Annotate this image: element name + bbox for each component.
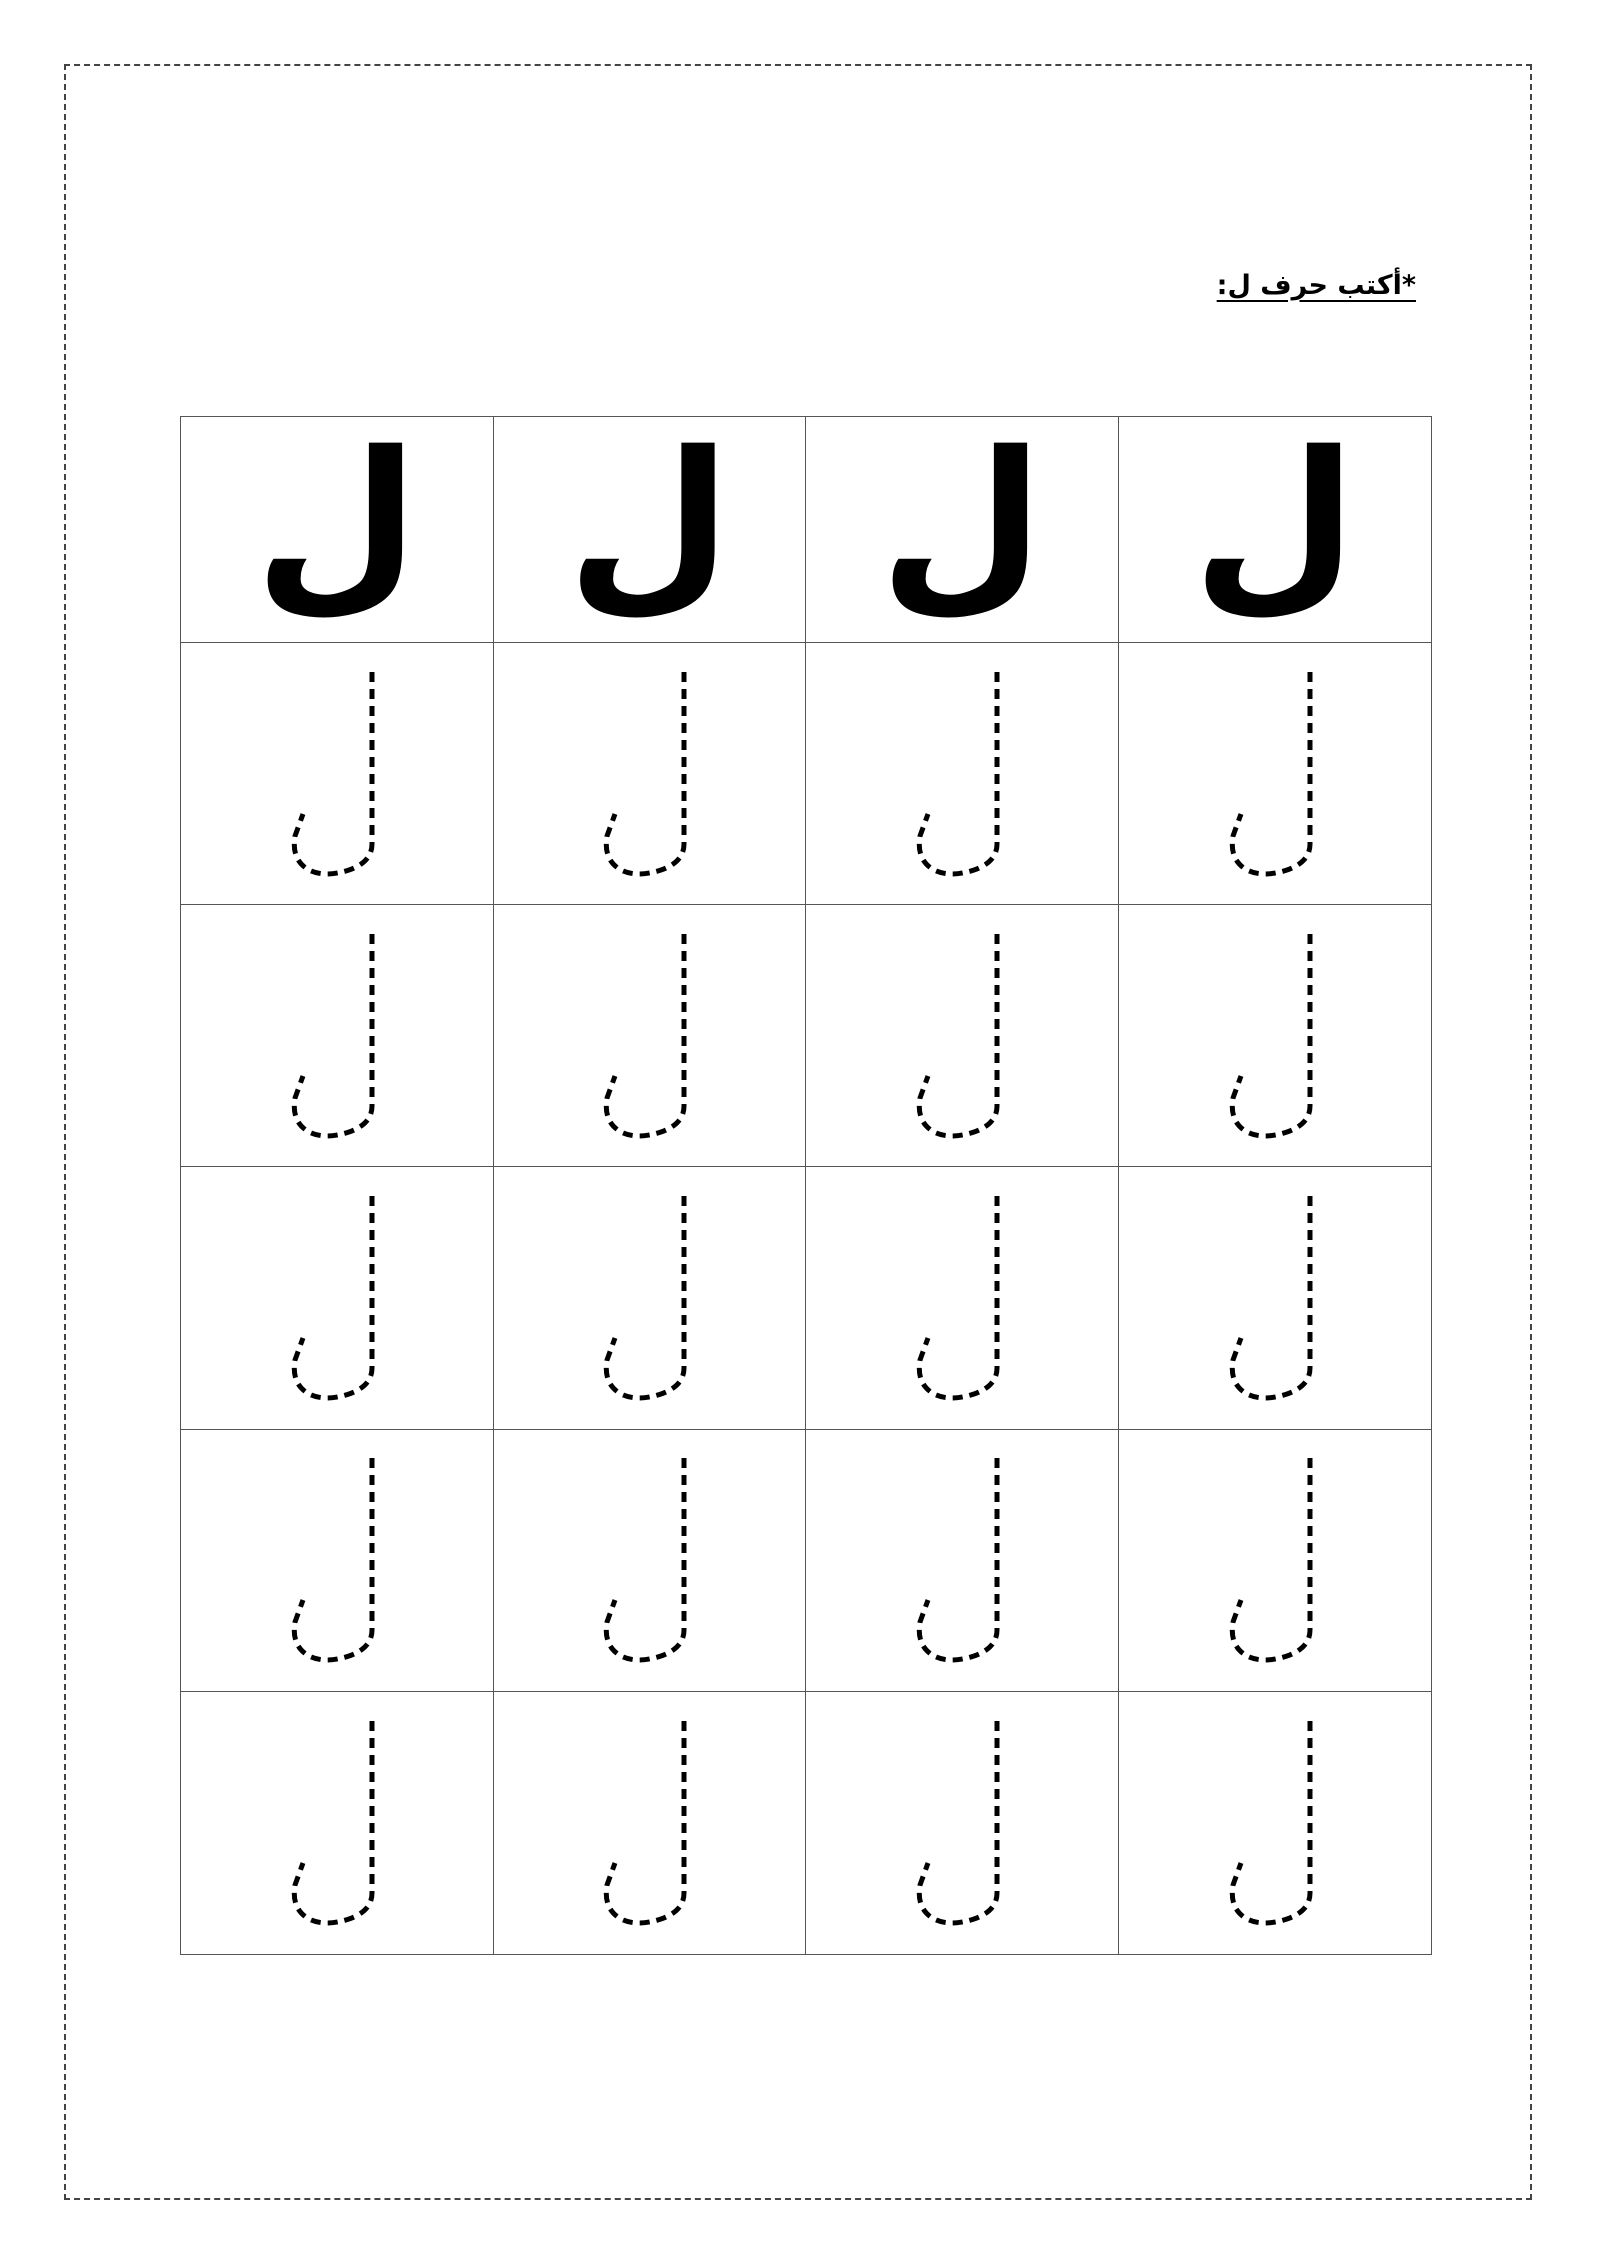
dashed-letter-lam-icon xyxy=(902,926,1022,1146)
trace-cell[interactable] xyxy=(494,905,807,1167)
model-letter-cell xyxy=(1119,410,1432,643)
dashed-letter-lam-icon xyxy=(277,664,397,884)
trace-cell[interactable] xyxy=(1119,643,1432,905)
trace-cell[interactable] xyxy=(1119,1430,1432,1692)
dashed-letter-lam-icon xyxy=(589,1188,709,1408)
trace-cell[interactable] xyxy=(494,1692,807,1954)
model-letter: ل xyxy=(1192,410,1358,632)
dashed-letter-lam-icon xyxy=(902,1713,1022,1933)
trace-cell[interactable] xyxy=(181,643,494,905)
dashed-letter-lam-icon xyxy=(277,1450,397,1670)
trace-cell[interactable] xyxy=(806,1692,1119,1954)
trace-cell[interactable] xyxy=(1119,1167,1432,1429)
model-letter: ل xyxy=(879,410,1045,632)
trace-cell[interactable] xyxy=(806,1167,1119,1429)
trace-cell[interactable] xyxy=(181,1692,494,1954)
model-letter: ل xyxy=(254,410,420,632)
model-letter-cell xyxy=(494,410,807,643)
dashed-letter-lam-icon xyxy=(1215,664,1335,884)
trace-cell[interactable] xyxy=(181,1430,494,1692)
dashed-letter-lam-icon xyxy=(1215,1713,1335,1933)
dashed-letter-lam-icon xyxy=(1215,1188,1335,1408)
dashed-letter-lam-icon xyxy=(277,1713,397,1933)
dashed-letter-lam-icon xyxy=(589,664,709,884)
dashed-letter-lam-icon xyxy=(902,1188,1022,1408)
dashed-letter-lam-icon xyxy=(589,1713,709,1933)
trace-cell[interactable] xyxy=(181,1167,494,1429)
dashed-letter-lam-icon xyxy=(277,926,397,1146)
model-letter: ل xyxy=(566,410,732,632)
trace-cell[interactable] xyxy=(494,1167,807,1429)
trace-cell[interactable] xyxy=(494,1430,807,1692)
instruction-heading: *أكتب حرف ل: xyxy=(1216,270,1416,301)
trace-cell[interactable] xyxy=(806,643,1119,905)
model-letter-cell xyxy=(181,410,494,643)
dashed-letter-lam-icon xyxy=(589,926,709,1146)
dashed-letter-lam-icon xyxy=(277,1188,397,1408)
tracing-grid xyxy=(180,410,1432,1955)
dashed-letter-lam-icon xyxy=(1215,1450,1335,1670)
trace-cell[interactable] xyxy=(806,1430,1119,1692)
dashed-letter-lam-icon xyxy=(1215,926,1335,1146)
trace-cell[interactable] xyxy=(1119,1692,1432,1954)
dashed-letter-lam-icon xyxy=(589,1450,709,1670)
model-letter-cell xyxy=(806,410,1119,643)
trace-cell[interactable] xyxy=(181,905,494,1167)
dashed-letter-lam-icon xyxy=(902,1450,1022,1670)
trace-cell[interactable] xyxy=(494,643,807,905)
dashed-letter-lam-icon xyxy=(902,664,1022,884)
trace-cell[interactable] xyxy=(1119,905,1432,1167)
trace-cell[interactable] xyxy=(806,905,1119,1167)
